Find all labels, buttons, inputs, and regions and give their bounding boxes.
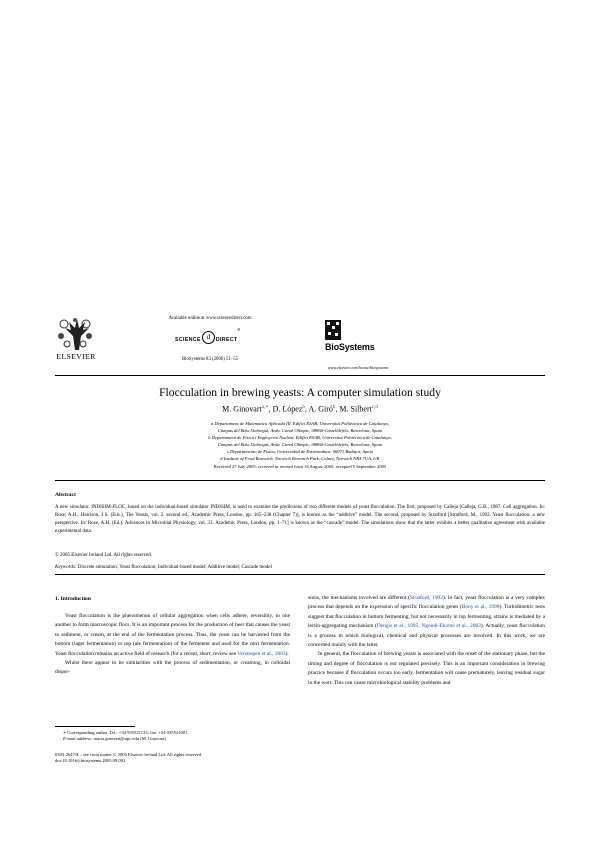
paragraph: In general, the flocculation of brewing yeasts is associated with the onset of the stationary phase, but the timing and degree of flocculation is not regulated precisely. This is an important consideration in brewing practice because if flocculation occurs too early, fermentation will cease prematurely, leaving residual sugar in the wort. This can cause microbiological stability problems and [308, 651, 545, 686]
affiliation-line: Campus del Baix Llobregat, Avda. Canal Olímpic, 08860-Castelldefels, Barcelona, Spain [217, 428, 383, 433]
keywords-label: Keywords: [55, 565, 77, 570]
citation-link[interactable]: Dengis et al., 1995; Ngondi-Ekome et al., 2003 [376, 623, 481, 630]
affiliation-line: a Departament de Matemàtica Aplicada III, Edifici ESAB, Universitat Politècnica de Catalunya, [210, 421, 389, 426]
author-name: M. Ginovart [222, 404, 262, 414]
abstract-text: A new simulator, INDISIM-FLOC, based on the individual-based simulator INDISIM, is used to examine the predictions of two different models of yeast flocculation. The first, proposed by Calleja [Calleja, G.B., 1987. Cell aggregation. In: Rose, A.H., Harrison, J.S. (Eds.), The Yeasts, vol. 2. second ed., Academic Press, London, pp. 165–238 (Chapter 7)], is known as the “additive” model. The second, proposed by Stratford [Stratford, M., 1992. Yeast flocculation: a new perspective. In: Rose, A.H. (Ed.), Advances in Microbial Physiology, vol. 33. Academic Press, London, pp. 1–71] is known as the “cascade” model. The simulations show that the latter exhibits a better qualitative agreement with available experimental data. [55, 505, 545, 534]
abstract-top-rule [55, 480, 545, 481]
affiliation-line: c Departamento de Física, Universidad de Extremadura, 06071 Badajoz, Spain [226, 449, 374, 454]
section-heading: 1. Introduction [55, 596, 91, 602]
column-left [55, 612, 290, 678]
elsevier-tree-logo [55, 316, 95, 352]
paragraph-text: ). Turbidimetric tests suggest that flocculation in bottom fermenting, but not necessarily in top fermenting, strains is mediated by a lectin-aggregating mechanism ( [308, 604, 545, 630]
issn-line: 0303-2647/$ – see front matter © 2005 Elsevier Ireland Ltd. All rights reserved. [55, 752, 203, 757]
paragraph-text: sions, the mechanisms involved are different ( [308, 595, 410, 601]
sd-left: SCIENCE [175, 337, 201, 343]
paragraph-text: ). [285, 650, 289, 657]
sd-right: DIRECT [215, 337, 238, 343]
citation-link[interactable]: Verstrepen et al., 2003 [237, 650, 286, 657]
paragraph-text: ). In fact, yeast flocculation is a very complex process that depends on the expression of specific flocculation genes ( [308, 595, 546, 611]
author-name: D. López [272, 404, 303, 414]
affiliation-line: b Departament de Física i Enginyeria Nuclear, Edifici ESAB, Universitat Politècnica de Catalunya, [208, 435, 392, 440]
paragraph [308, 594, 545, 650]
email-line [55, 736, 295, 742]
paragraph-text: ). Actually, yeast flocculation is a process in which biological, chemical and physical processes are involved. In this work, we are concerned mainly with the latter. [308, 623, 545, 649]
affiliation-line: Campus del Baix Llobregat, Avda. Canal Olímpic, 08860-Castelldefels, Barcelona, Spain [217, 442, 383, 447]
header-rule [55, 375, 545, 376]
affiliation-line: d Institute of Food Research, Norwich Research Park, Colney, Norwich NR4 7UA, UK [220, 456, 380, 461]
received-dates: Received 27 July 2005; received in revised form 14 August 2005; accepted 5 September 2005 [213, 464, 387, 469]
paragraph: Whilst there appear to be similarities with the process of sedimentation, or creaming, in colloidal disper- [55, 660, 290, 676]
author-name: M. Silbert [339, 404, 372, 414]
author-name: A. Giró [308, 404, 333, 414]
citation-link[interactable]: Stratford, 1992 [409, 595, 443, 601]
author-affil-marker[interactable]: b [302, 405, 305, 410]
sd-symbol: d [202, 331, 215, 344]
publisher-name: ELSEVIER [56, 352, 96, 361]
sd-mark: ® [237, 328, 241, 332]
keywords [55, 564, 545, 572]
sciencedirect-logo [175, 328, 241, 343]
column-right [308, 594, 545, 688]
available-online[interactable]: Available online at www.sciencedirect.com [168, 316, 252, 321]
copyright: © 2005 Elsevier Ireland Ltd. All rights reserved. [55, 553, 152, 558]
journal-reference: BioSystems 83 (2006) 51–55 [181, 357, 239, 362]
keywords-text: Discrete simulation; Yeast flocculation; Individual-based model; Additive model; Cascade model [77, 565, 272, 570]
email-address[interactable]: marta.ginovart@upc.edu (M. Ginovart). [93, 736, 168, 741]
corresponding-author: ∗ Corresponding author. Tel.: +34 935521133; fax: +34 935521001. [63, 730, 189, 735]
biosystems-logo-text: BioSystems [325, 342, 375, 352]
email-label: E-mail address: [63, 736, 93, 741]
doi-line[interactable]: doi:10.1016/j.biosystems.2005.09.002 [55, 758, 126, 763]
author-affil-marker[interactable]: b [332, 405, 336, 410]
biosystems-logo [323, 318, 393, 362]
journal-url[interactable]: www.elsevier.com/locate/biosystems [327, 365, 389, 370]
footnote [55, 730, 295, 742]
citation-link[interactable]: Bony et al., 1998 [461, 604, 500, 611]
author-affil-marker[interactable]: a,∗ [261, 405, 269, 410]
front-matter-footer [55, 752, 355, 764]
paper-title: Flocculation in brewing yeasts: A computer simulation study [159, 386, 441, 399]
paragraph [55, 612, 290, 659]
paragraph-text: Yeast flocculation is the phenomenon of cellular aggregation when cells adhere, reversibly, to one another to form macroscopic flocs. It is an important process for the production of beer that causes the yeast to sediment, or cream, at the end of the fermentation process. Thus, the yeast can be harvested from the bottom (lager fermentation) or top (ale fermentation) of the fermenter and used for the next fermentation. Yeast flocculation remains an active field of research (for a recent, short, review see [55, 613, 290, 657]
keywords-rule [55, 574, 545, 575]
author-affil-marker[interactable]: c,d [371, 405, 378, 410]
abstract-heading: Abstract [55, 492, 76, 498]
footnote-rule [55, 726, 135, 727]
author-list: M. Ginovart$^{a,∗}$, D. López$^b$, A. Giró$^b$, M. Silbert$^{c,d}$ [222, 404, 378, 414]
